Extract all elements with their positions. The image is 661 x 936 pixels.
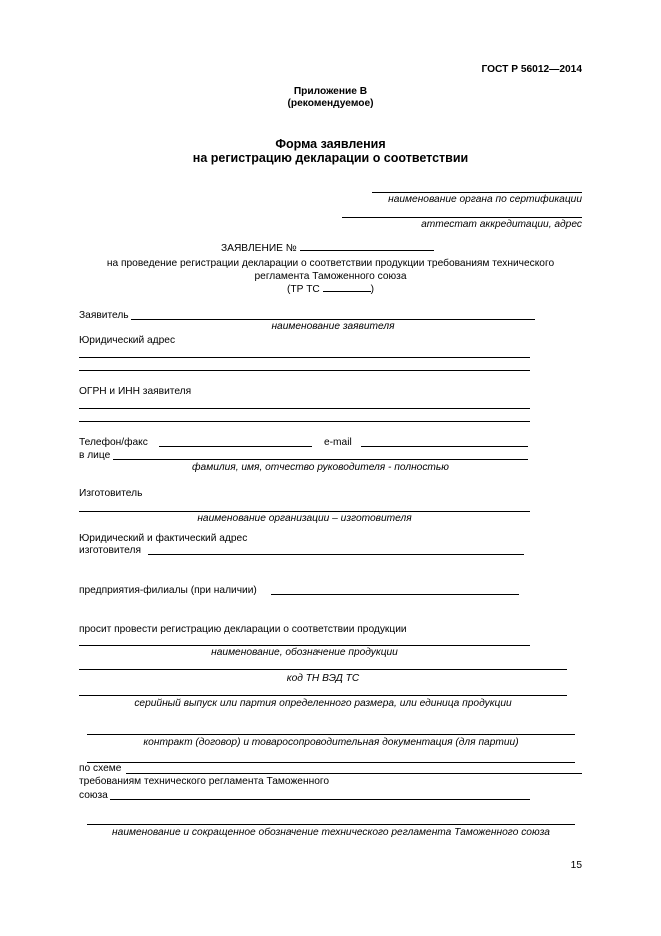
accreditation-line[interactable] (342, 217, 582, 218)
manufacturer-address-label-1: Юридический и фактический адрес (79, 533, 248, 544)
form-title-line2: на регистрацию декларации о соответствии (192, 151, 469, 165)
manufacturer-caption: наименование организации – изготовителя (197, 513, 412, 524)
applicant-line[interactable] (131, 319, 535, 320)
request-label: просит провести регистрацию декларации о соответствии продукции (79, 624, 407, 635)
manufacturer-address-label-2: изготовителя (79, 545, 141, 556)
certification-body-line[interactable] (372, 192, 582, 193)
product-line[interactable] (79, 645, 530, 646)
scheme-line[interactable] (126, 773, 582, 774)
accreditation-caption: аттестат аккредитации, адрес (421, 219, 582, 230)
page-number: 15 (570, 860, 582, 871)
regulation-name-line[interactable] (87, 824, 575, 825)
statement-title (221, 243, 434, 254)
appendix-title: Приложение В (293, 86, 368, 97)
batch-line[interactable] (79, 695, 567, 696)
branches-line[interactable] (271, 594, 519, 595)
statement-line2: регламента Таможенного союза (254, 271, 407, 282)
statement-tr (0, 284, 661, 295)
standard-number: ГОСТ Р 56012—2014 (481, 64, 582, 75)
tn-ved-line[interactable] (79, 669, 567, 670)
ogrn-inn-label: ОГРН и ИНН заявителя (79, 386, 192, 397)
regulation-label-2: союза (79, 790, 108, 801)
statement-line1: на проведение регистрации декларации о соответствии продукции требованиям технического (106, 258, 555, 269)
legal-address-label: Юридический адрес (79, 335, 176, 346)
phone-field[interactable] (159, 446, 312, 447)
statement-number-field[interactable] (300, 250, 434, 251)
contract-caption: контракт (договор) и товаросопроводительная документация (для партии) (143, 737, 519, 748)
product-caption: наименование, обозначение продукции (211, 647, 398, 658)
scheme-label: по схеме (79, 763, 122, 774)
manufacturer-label: Изготовитель (79, 488, 143, 499)
branches-label: предприятия-филиалы (при наличии) (79, 585, 257, 596)
tr-prefix: (ТР ТС (286, 284, 320, 295)
appendix-subtitle: (рекомендуемое) (287, 98, 374, 109)
legal-address-line-1[interactable] (79, 357, 530, 358)
applicant-caption: наименование заявителя (271, 321, 395, 332)
legal-address-line-2[interactable] (79, 370, 530, 371)
ogrn-inn-line-2[interactable] (79, 421, 530, 422)
applicant-label: Заявитель (79, 310, 129, 321)
regulation-line[interactable] (110, 799, 530, 800)
email-label: e-mail (324, 437, 352, 448)
email-field[interactable] (361, 446, 528, 447)
tr-number-field[interactable] (323, 291, 371, 292)
manufacturer-line[interactable] (79, 511, 530, 512)
contract-line[interactable] (87, 734, 575, 735)
person-label: в лице (79, 450, 111, 461)
form-title-line1: Форма заявления (275, 137, 386, 151)
tr-suffix: ) (370, 284, 375, 295)
person-line[interactable] (113, 459, 528, 460)
manufacturer-address-line[interactable] (148, 554, 524, 555)
ogrn-inn-line-1[interactable] (79, 408, 530, 409)
batch-caption: серийный выпуск или партия определенного размера, или единица продукции (134, 698, 512, 709)
certification-body-caption: наименование органа по сертификации (388, 194, 582, 205)
contract-extra-line[interactable] (87, 762, 575, 763)
tn-ved-caption: код ТН ВЭД ТС (286, 673, 360, 684)
phone-label: Телефон/факс (79, 437, 148, 448)
statement-title-text: ЗАЯВЛЕНИЕ № (221, 243, 297, 254)
regulation-caption: наименование и сокращенное обозначение технического регламента Таможенного союза (112, 827, 550, 838)
person-caption: фамилия, имя, отчество руководителя - полностью (192, 462, 449, 473)
regulation-label-1: требованиям технического регламента Таможенного (79, 776, 330, 787)
